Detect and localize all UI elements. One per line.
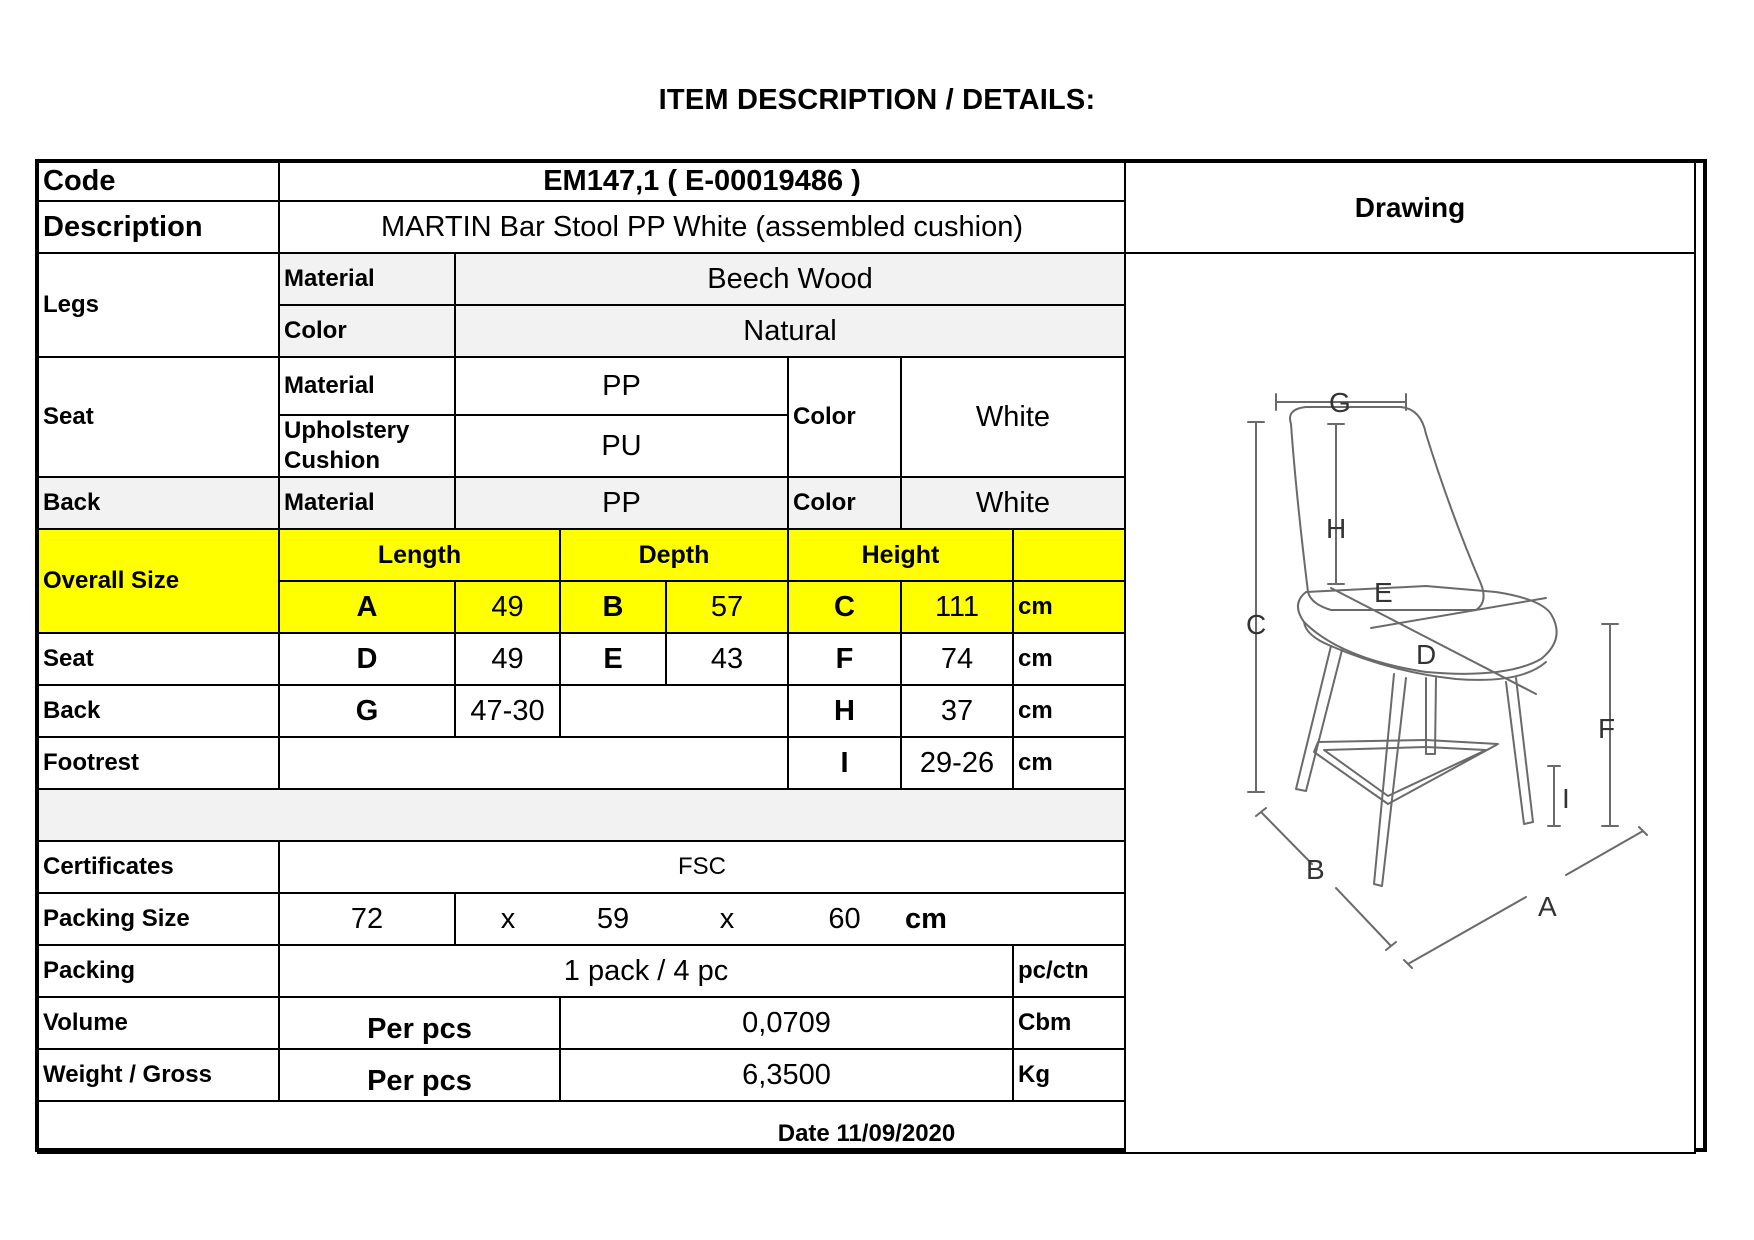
back-size-label: Back xyxy=(38,685,279,737)
weight-unit: Kg xyxy=(1013,1049,1125,1101)
dim-i-line xyxy=(1548,766,1560,826)
seat-d-letter: D xyxy=(279,633,455,685)
code-value: EM147,1 ( E-00019486 ) xyxy=(279,162,1125,201)
legs-material-label: Material xyxy=(279,253,455,305)
length-header: Length xyxy=(279,529,560,581)
volume-label: Volume xyxy=(38,997,279,1049)
chair-leg-front xyxy=(1374,674,1406,886)
packing-size-x2: x xyxy=(666,893,788,945)
description-label: Description xyxy=(38,201,279,253)
seat-upholstery-value: PU xyxy=(455,415,788,477)
legs-label: Legs xyxy=(38,253,279,357)
overall-a-value: 49 xyxy=(455,581,560,633)
seat-material-label: Material xyxy=(279,357,455,415)
packing-size-label: Packing Size xyxy=(38,893,279,945)
label-e: E xyxy=(1374,577,1393,608)
footrest-label: Footrest xyxy=(38,737,279,789)
seat-size-label: Seat xyxy=(38,633,279,685)
depth-header: Depth xyxy=(560,529,788,581)
overall-b-value: 57 xyxy=(666,581,788,633)
seat-f-letter: F xyxy=(788,633,901,685)
spacer-row xyxy=(38,789,1125,841)
overall-b-letter: B xyxy=(560,581,666,633)
packing-unit: pc/ctn xyxy=(1013,945,1125,997)
weight-value: 6,3500 xyxy=(560,1049,1013,1101)
overall-size-label: Overall Size xyxy=(38,529,279,633)
back-color-value: White xyxy=(901,477,1125,529)
chair-leg-left xyxy=(1296,646,1342,791)
seat-e-letter: E xyxy=(560,633,666,685)
label-d: D xyxy=(1416,639,1437,670)
description-value: MARTIN Bar Stool PP White (assembled cushion) xyxy=(279,201,1125,253)
back-label: Back xyxy=(38,477,279,529)
seat-label: Seat xyxy=(38,357,279,477)
back-h-value: 37 xyxy=(901,685,1013,737)
seat-f-value: 74 xyxy=(901,633,1013,685)
back-material-label: Material xyxy=(279,477,455,529)
dim-h-line xyxy=(1326,424,1347,584)
back-g-value: 47-30 xyxy=(455,685,560,737)
seat-upholstery-label: Upholstery Cushion xyxy=(279,415,455,477)
back-size-unit: cm xyxy=(1013,685,1125,737)
volume-value: 0,0709 xyxy=(560,997,1013,1049)
weight-per: Per pcs xyxy=(279,1049,560,1101)
spec-table xyxy=(37,161,1696,1154)
overall-unit: cm xyxy=(1013,581,1125,633)
height-header: Height xyxy=(788,529,1013,581)
footrest-i-letter: I xyxy=(788,737,901,789)
legs-material-value: Beech Wood xyxy=(455,253,1125,305)
volume-per: Per pcs xyxy=(279,997,560,1049)
chair-leg-right xyxy=(1506,678,1533,824)
page-title: ITEM DESCRIPTION / DETAILS: xyxy=(658,84,1096,116)
label-g: G xyxy=(1329,387,1351,418)
seat-size-unit: cm xyxy=(1013,633,1125,685)
packing-size-height: 60 xyxy=(788,893,901,945)
packing-value: 1 pack / 4 pc xyxy=(279,945,1013,997)
packing-size-width: 59 xyxy=(560,893,666,945)
packing-label: Packing xyxy=(38,945,279,997)
overall-c-value: 111 xyxy=(901,581,1013,633)
seat-d-value: 49 xyxy=(455,633,560,685)
dim-e-line xyxy=(1371,598,1546,628)
chair-footrest xyxy=(1314,740,1498,804)
label-i: I xyxy=(1562,783,1570,814)
overall-unit-header xyxy=(1013,529,1125,581)
certificates-value: FSC xyxy=(279,841,1125,893)
footrest-empty xyxy=(279,737,788,789)
packing-size-empty xyxy=(1013,893,1125,945)
code-label: Code xyxy=(38,162,279,201)
chair-leg-back xyxy=(1426,678,1436,754)
weight-label: Weight / Gross xyxy=(38,1049,279,1101)
packing-size-length: 72 xyxy=(279,893,455,945)
legs-color-value: Natural xyxy=(455,305,1125,357)
seat-color-label: Color xyxy=(788,357,901,477)
seat-color-value: White xyxy=(901,357,1125,477)
label-f: F xyxy=(1598,713,1616,744)
back-g-letter: G xyxy=(279,685,455,737)
drawing-header: Drawing xyxy=(1125,162,1695,253)
dim-a-line xyxy=(1404,827,1647,968)
label-a: A xyxy=(1538,891,1557,922)
back-material-value: PP xyxy=(455,477,788,529)
drawing-cell xyxy=(1125,253,1695,1153)
label-h: H xyxy=(1326,513,1347,544)
overall-c-letter: C xyxy=(788,581,901,633)
back-h-letter: H xyxy=(788,685,901,737)
footrest-i-value: 29-26 xyxy=(901,737,1013,789)
label-c: C xyxy=(1246,609,1267,640)
certificates-label: Certificates xyxy=(38,841,279,893)
back-size-empty xyxy=(560,685,788,737)
seat-e-value: 43 xyxy=(666,633,788,685)
footer-date: Date 11/09/2020 xyxy=(38,1101,1695,1153)
dim-c-line xyxy=(1246,422,1267,792)
packing-size-unit: cm xyxy=(901,893,1013,945)
back-color-label: Color xyxy=(788,477,901,529)
packing-size-x1: x xyxy=(455,893,560,945)
volume-unit: Cbm xyxy=(1013,997,1125,1049)
overall-a-letter: A xyxy=(279,581,455,633)
legs-color-label: Color xyxy=(279,305,455,357)
footrest-unit: cm xyxy=(1013,737,1125,789)
stool-drawing xyxy=(1126,274,1694,1125)
seat-material-value: PP xyxy=(455,357,788,415)
label-b: B xyxy=(1306,854,1325,885)
